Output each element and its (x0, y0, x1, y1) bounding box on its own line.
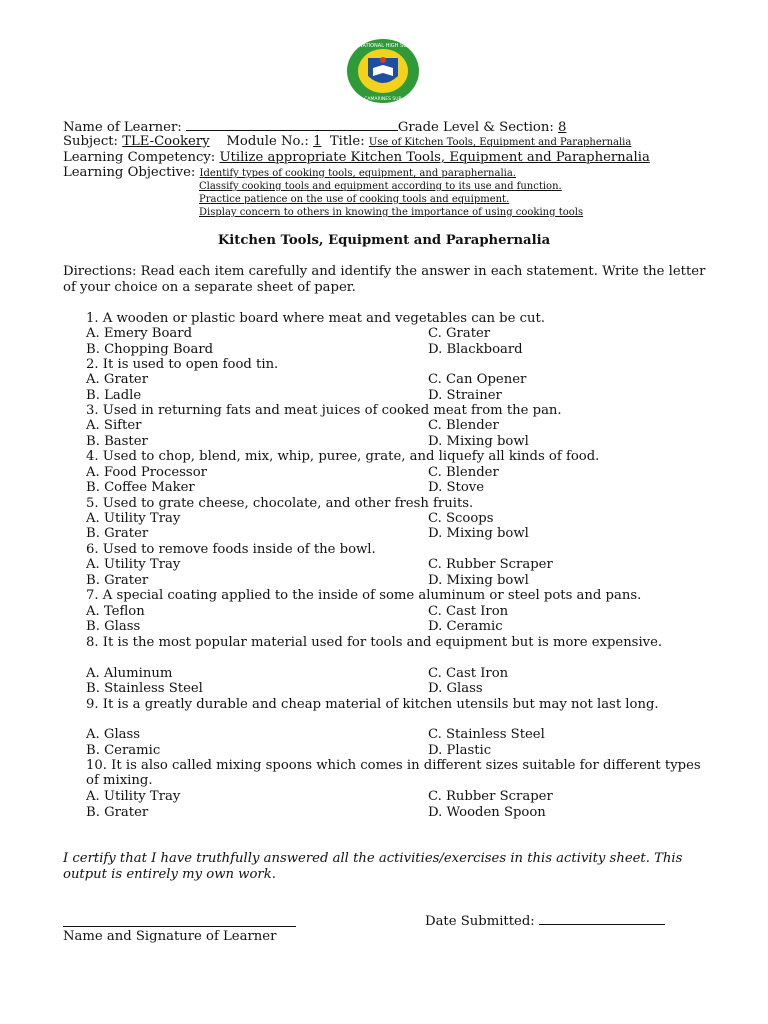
question-text: 10. It is also called mixing spoons which comes in different sizes suitable for different types of mixing. (86, 758, 701, 789)
choice-b: B. Grater (86, 526, 149, 541)
date-field[interactable] (539, 912, 665, 925)
choice-d: D. Stove (428, 480, 485, 495)
objective-item: Identify types of cooking tools, equipment, and paraphernalia. (199, 168, 516, 179)
certification-statement: I certify that I have truthfully answered all the activities/exercises in this activity sheet. This output is entirely my own work. (63, 851, 683, 882)
choice-d: D. Mixing bowl (428, 434, 529, 449)
choice-c: C. Grater (428, 326, 491, 341)
choice-a: A. Aluminum (86, 666, 173, 681)
choice-d: D. Ceramic (428, 619, 503, 634)
choice-d: D. Strainer (428, 388, 502, 403)
choice-c: C. Rubber Scraper (428, 789, 553, 804)
date-submitted-row (425, 912, 665, 929)
question-text: 6. Used to remove foods inside of the bowl. (86, 542, 376, 557)
choice-c: C. Cast Iron (428, 604, 509, 619)
choice-b: B. Grater (86, 573, 149, 588)
competency-label: Learning Competency: (63, 150, 216, 165)
learner-name-label: Name of Learner: (63, 120, 182, 135)
question-text: 9. It is a greatly durable and cheap material of kitchen utensils but may not last long. (86, 697, 659, 712)
subject-value: TLE-Cookery (122, 134, 210, 149)
choice-c: C. Scoops (428, 511, 494, 526)
signature-line[interactable] (63, 926, 296, 927)
signature-label: Name and Signature of Learner (63, 929, 277, 944)
question-text: 1. A wooden or plastic board where meat and vegetables can be cut. (86, 311, 545, 326)
question-text: 8. It is the most popular material used for tools and equipment but is more expensive. (86, 635, 663, 650)
choice-d: D. Glass (428, 681, 483, 696)
question-text: 7. A special coating applied to the inside of some aluminum or steel pots and pans. (86, 588, 642, 603)
competency-row (63, 150, 650, 166)
logo-top-text: BUHI NATIONAL HIGH SCHOOL (346, 43, 420, 49)
choice-a: A. Utility Tray (86, 511, 181, 526)
grade-value: 8 (558, 120, 567, 135)
directions: Directions: Read each item carefully and identify the answer in each statement. Write the letter of your choice on a separate sheet of paper. (63, 264, 706, 295)
question-text: 2. It is used to open food tin. (86, 357, 279, 372)
choice-b: B. Coffee Maker (86, 480, 195, 495)
choice-a: A. Utility Tray (86, 789, 181, 804)
date-label: Date Submitted: (425, 914, 535, 929)
title-label: Title: (329, 134, 365, 149)
choice-b: B. Glass (86, 619, 141, 634)
choice-d: D. Mixing bowl (428, 526, 529, 541)
objective-label: Learning Objective: (63, 165, 196, 180)
module-value: 1 (313, 134, 322, 149)
choice-a: A. Food Processor (86, 465, 207, 480)
choice-c: C. Blender (428, 465, 499, 480)
objective-item: Classify cooking tools and equipment according to its use and function. (199, 181, 562, 192)
choice-d: D. Plastic (428, 743, 492, 758)
school-logo (346, 38, 420, 104)
subject-label: Subject: (63, 134, 118, 149)
choice-c: C. Stainless Steel (428, 727, 545, 742)
title-value: Use of Kitchen Tools, Equipment and Paraphernalia (368, 137, 632, 148)
question-text: 4. Used to chop, blend, mix, whip, puree, grate, and liquefy all kinds of food. (86, 449, 600, 464)
worksheet-title: Kitchen Tools, Equipment and Paraphernalia (217, 233, 551, 248)
module-label: Module No.: (226, 134, 309, 149)
logo-bottom-text: CAMARINES SUR (364, 97, 402, 102)
choice-a: A. Sifter (86, 418, 142, 433)
choice-d: D. Blackboard (428, 342, 523, 357)
choice-b: B. Grater (86, 805, 149, 820)
choice-b: B. Baster (86, 434, 148, 449)
choice-c: C. Can Opener (428, 372, 527, 387)
choice-d: D. Wooden Spoon (428, 805, 546, 820)
question-text: 3. Used in returning fats and meat juices of cooked meat from the pan. (86, 403, 562, 418)
learner-name-field[interactable] (186, 118, 398, 131)
choice-c: C. Blender (428, 418, 499, 433)
choice-d: D. Mixing bowl (428, 573, 529, 588)
choice-a: A. Emery Board (86, 326, 193, 341)
grade-label: Grade Level & Section: (397, 120, 554, 135)
choice-b: B. Stainless Steel (86, 681, 203, 696)
objective-item: Display concern to others in knowing the importance of using cooking tools (199, 207, 584, 218)
choice-c: C. Rubber Scraper (428, 557, 553, 572)
choice-b: B. Ceramic (86, 743, 161, 758)
choice-a: A. Utility Tray (86, 557, 181, 572)
school-seal-icon (346, 38, 420, 104)
choice-b: B. Ladle (86, 388, 142, 403)
question-text: 5. Used to grate cheese, chocolate, and other fresh fruits. (86, 496, 474, 511)
subject-row (63, 134, 631, 151)
objective-item: Practice patience on the use of cooking tools and equipment. (199, 194, 510, 205)
choice-a: A. Teflon (86, 604, 145, 619)
choice-c: C. Cast Iron (428, 666, 509, 681)
competency-value: Utilize appropriate Kitchen Tools, Equipment and Paraphernalia (219, 150, 650, 165)
choice-b: B. Chopping Board (86, 342, 214, 357)
choice-a: A. Grater (86, 372, 149, 387)
choice-a: A. Glass (86, 727, 141, 742)
